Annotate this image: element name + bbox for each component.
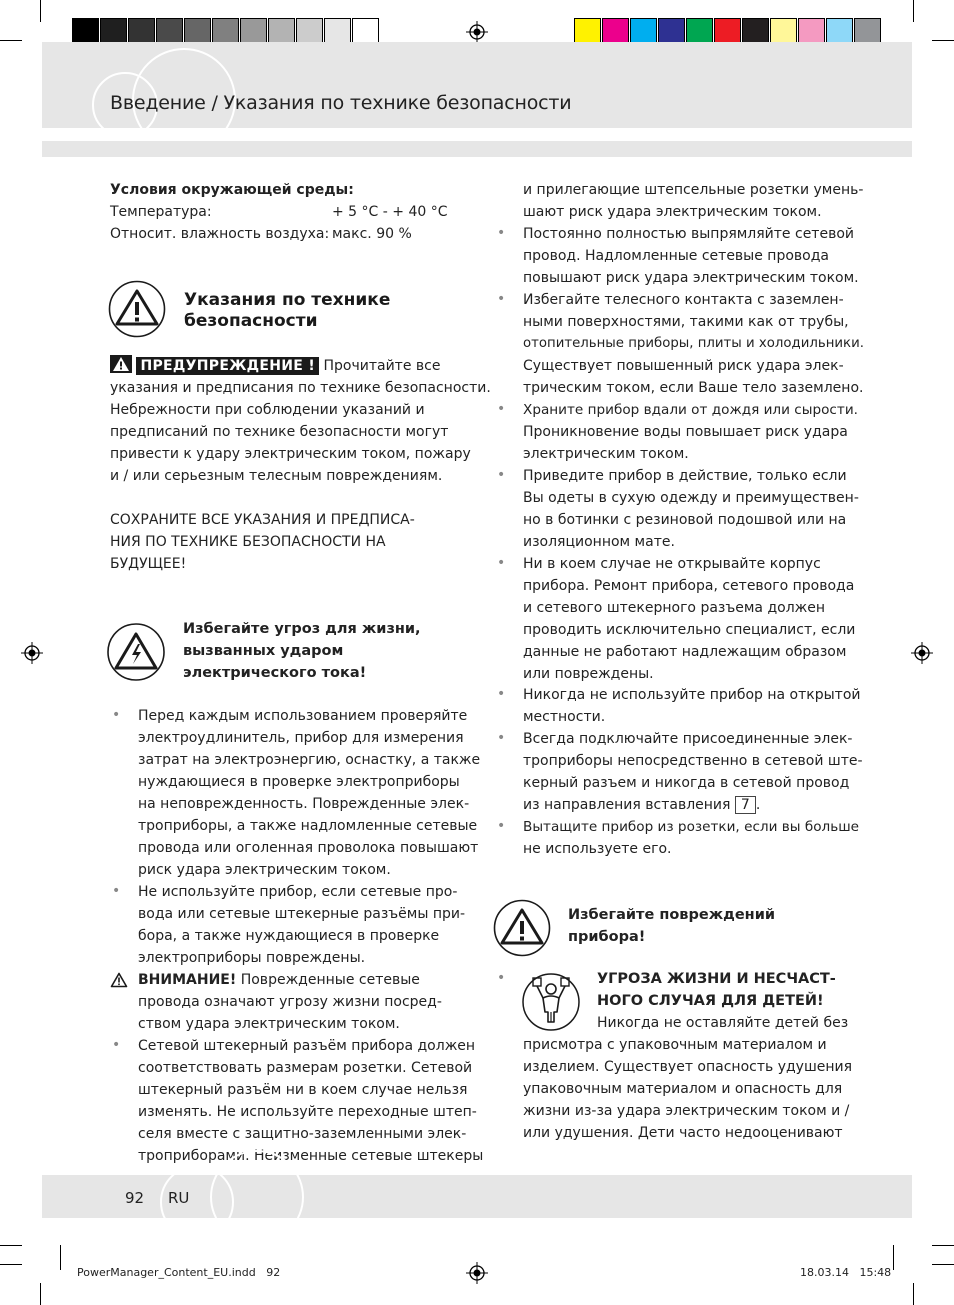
list-item-line: электрическим током.: [523, 446, 689, 462]
list-item-line: нуждающиеся в проверке электроприборы: [138, 774, 460, 790]
list-item: [523, 728, 863, 816]
list-item-line: проводить исключительно специалист, если: [523, 622, 856, 638]
header-strip: [42, 141, 912, 157]
list-item-line: Никогда не используйте прибор на открытой: [523, 687, 861, 703]
list-item: [523, 816, 859, 860]
safety-heading-line1: Указания по технике: [184, 290, 391, 310]
bullet-dot: •: [497, 467, 506, 483]
list-item-line: бора, а также нуждающиеся в проверке: [138, 928, 440, 944]
list-item-line: Избегайте телесного контакта с заземлен-: [523, 292, 844, 308]
list-item: [138, 705, 480, 881]
list-item-line: Сетевой штекерный разъём прибора должен: [138, 1038, 476, 1054]
electric-shock-warning-icon: [106, 622, 166, 682]
warning-icon: [108, 280, 166, 338]
list-item-line: вода или сетевые штекерные разъёмы при-: [138, 906, 466, 922]
child-heading-line: НОГО СЛУЧАЯ ДЛЯ ДЕТЕЙ!: [597, 993, 824, 1009]
list-item: [523, 553, 855, 685]
attention-note: [138, 969, 442, 1035]
damage-heading: [568, 904, 775, 948]
bullet-dot: •: [497, 225, 506, 241]
list-item-line: прибора. Ремонт прибора, сетевого провода: [523, 578, 855, 594]
list-item: [523, 399, 858, 465]
temperature-value: + 5 °C - + 40 °C: [332, 204, 448, 220]
environment-heading: Условия окружающей среды:: [110, 182, 354, 198]
list-item-line: Перед каждым использованием проверяйте: [138, 708, 468, 724]
list-item-line: отопительные приборы, плиты и холодильники.: [523, 336, 864, 351]
list-item-line: Существует повышенный риск удара элек-: [523, 358, 844, 374]
list-item: [138, 881, 465, 969]
list-item-line: электроудлинитель, прибор для измерения: [138, 730, 464, 746]
bullet-dot: •: [497, 730, 506, 746]
list-item-line: и прилегающие штепсельные розетки умень-: [523, 182, 864, 198]
language-code: RU: [168, 1189, 190, 1207]
list-item-line: троприборы, а также надломленные сетевые: [138, 818, 478, 834]
list-item-line: шают риск удара электрическим током.: [523, 204, 822, 220]
continued-text: [523, 179, 863, 223]
humidity-label: Относит. влажность воздуха:: [110, 226, 330, 242]
decorative-circle: [210, 1150, 304, 1244]
child-heading: [597, 968, 836, 1012]
reference-number-badge: 7: [735, 796, 756, 814]
list-item-line: .: [755, 797, 761, 813]
list-item-line: данные не работают надлежащим образом: [523, 644, 847, 660]
list-item-line: селя вместе с защитно-заземленными элек-: [138, 1126, 467, 1142]
registration-mark-icon: [911, 642, 933, 664]
list-item-line: не используете его.: [523, 841, 672, 857]
list-item-line: Храните прибор вдали от дождя или сырости.: [523, 402, 858, 418]
bullet-dot: •: [112, 883, 121, 899]
child-text: [523, 1034, 852, 1144]
list-item-line: из направления вставления: [523, 797, 731, 813]
list-item-line: Ни в коем случае не открывайте корпус: [523, 556, 821, 572]
list-item-line: или повреждены.: [523, 666, 654, 682]
keep-line: БУДУЩЕЕ!: [110, 556, 187, 572]
attention-line: ством удара электрическим током.: [138, 1016, 400, 1032]
bullet-dot: •: [497, 401, 506, 417]
bullet-dot: •: [497, 291, 506, 307]
bullet-dot: •: [112, 707, 121, 723]
electric-heading-line: электрического тока!: [183, 665, 367, 681]
slug-date: 18.03.14 15:48: [800, 1266, 892, 1279]
list-item-line: троприборы непосредственно в сетевой ште-: [523, 753, 863, 769]
list-item: [523, 465, 859, 553]
list-item-line: электроприборы повреждены.: [138, 950, 366, 966]
list-item-line: Приведите прибор в действие, только если: [523, 468, 847, 484]
list-item-line: присмотра с упаковочным материалом и: [523, 1037, 827, 1053]
warning-line: привести к удару электрическим током, пожару: [110, 446, 471, 462]
temperature-label: Температура:: [110, 204, 212, 220]
list-item-line: Никогда не оставляйте детей без: [597, 1015, 849, 1031]
list-item-line: Всегда подключайте присоединенные элек-: [523, 731, 853, 747]
list-item-line: Постоянно полностью выпрямляйте сетевой: [523, 226, 854, 242]
list-item-line: изменять. Не используйте переходные штеп-: [138, 1104, 477, 1120]
list-item-line: или удушения. Дети часто недооценивают: [523, 1125, 843, 1141]
damage-heading-line: Избегайте повреждений: [568, 907, 776, 923]
attention-first: Поврежденные сетевые: [240, 972, 420, 988]
list-item: [523, 684, 860, 728]
list-item-line: изделием. Существует опасность удушения: [523, 1059, 853, 1075]
bullet-dot: •: [497, 555, 506, 571]
electric-heading-line: вызванных ударом: [183, 643, 344, 659]
list-item-line: провод. Надломленные сетевые провода: [523, 248, 829, 264]
list-item-line: упаковочным материалом и опасность для: [523, 1081, 843, 1097]
list-item-line: риск удара электрическим током.: [138, 862, 391, 878]
safety-heading-line2: безопасности: [184, 311, 318, 331]
page-title: Введение / Указания по технике безопасности: [110, 92, 572, 114]
list-item-line: на неповрежденность. Поврежденные элек-: [138, 796, 470, 812]
list-item-line: ными поверхностями, такими как от трубы,: [523, 314, 849, 330]
list-item-line: жизни из-за удара электрическим током и /: [523, 1103, 850, 1119]
attention-line: провода означают угрозу жизни посред-: [138, 994, 442, 1010]
warning-line: Небрежности при соблюдении указаний и: [110, 402, 425, 418]
warning-icon: [493, 899, 551, 957]
keep-instructions: [110, 509, 415, 575]
list-item: [523, 289, 864, 399]
list-item-line: Вытащите прибор из розетки, если вы больше: [523, 819, 860, 835]
list-item-line: провода или оголенная проволока повышают: [138, 840, 479, 856]
child-safety-icon: [521, 972, 581, 1032]
warning-line: предписаний по технике безопасности могут: [110, 424, 449, 440]
warning-label: ПРЕДУПРЕЖДЕНИЕ !: [136, 357, 319, 375]
warning-line: указания и предписания по технике безопасности.: [110, 380, 491, 396]
child-heading-line: УГРОЗА ЖИЗНИ И НЕСЧАСТ-: [597, 971, 836, 987]
bullet-dot: •: [497, 970, 506, 986]
list-item-line: Вы одеты в сухую одежду и преимуществен-: [523, 490, 859, 506]
attention-label: ВНИМАНИЕ!: [138, 972, 237, 988]
humidity-value: макс. 90 %: [332, 226, 412, 242]
list-item-line: соответствовать размерам розетки. Сетевой: [138, 1060, 473, 1076]
list-item-line: но в ботинки с резиновой подошвой или на: [523, 512, 847, 528]
list-item-line: затрат на электроэнергию, оснастку, а также: [138, 752, 481, 768]
list-item: [523, 223, 859, 289]
registration-mark-icon: [466, 21, 488, 43]
bullet-dot: •: [112, 1037, 121, 1053]
list-item-line: троприборами. Неизменные сетевые штекеры: [138, 1148, 484, 1164]
bullet-dot: •: [497, 686, 506, 702]
keep-line: СОХРАНИТЕ ВСЕ УКАЗАНИЯ И ПРЕДПИСА-: [110, 512, 415, 528]
registration-mark-icon: [466, 1262, 488, 1284]
registration-mark-icon: [21, 642, 43, 664]
child-first-line: [597, 1012, 848, 1034]
warning-text-first: Прочитайте все: [323, 358, 441, 374]
list-item-line: изоляционном мате.: [523, 534, 675, 550]
list-item-line: трическим током, если Ваше тело заземлено.: [523, 380, 864, 396]
list-item: [138, 1035, 483, 1167]
list-item-line: Не используйте прибор, если сетевые про-: [138, 884, 458, 900]
warning-small-icon: [110, 355, 132, 373]
list-item-line: повышают риск удара электрическим током.: [523, 270, 859, 286]
damage-heading-line: прибора!: [568, 929, 646, 945]
attention-triangle-icon: [110, 972, 128, 988]
slug-file-name: PowerManager_Content_EU.indd 92: [77, 1266, 281, 1279]
page-number: 92: [125, 1189, 145, 1207]
bullet-dot: •: [497, 818, 506, 834]
electric-heading: [183, 618, 421, 684]
electric-heading-line: Избегайте угроз для жизни,: [183, 621, 421, 637]
list-item-line: керный разъем и никогда в сетевой провод: [523, 775, 850, 791]
list-item-line: штекерный разъём ни в коем случае нельзя: [138, 1082, 468, 1098]
list-item-line: и сетевого штекерного разъема должен: [523, 600, 826, 616]
list-item-line: Проникновение воды повышает риск удара: [523, 424, 848, 440]
list-item-line: местности.: [523, 709, 606, 725]
warning-paragraph: [110, 355, 491, 487]
keep-line: НИЯ ПО ТЕХНИКЕ БЕЗОПАСНОСТИ НА: [110, 534, 386, 550]
warning-line: и / или серьезным телесным повреждениям.: [110, 468, 443, 484]
